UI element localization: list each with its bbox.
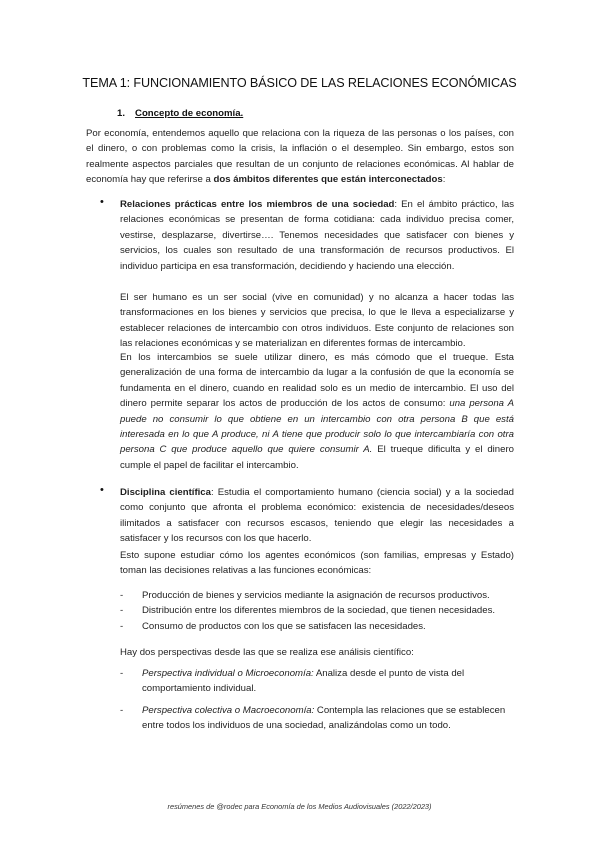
- bullet1-p3-italic: una persona A puede no consumir lo que obtiene en un intercambio con otra persona B que está interesada en lo que A produce, ni A tiene que producir solo lo que intercambiaría con otra persona C que produce aquello que quiere consumir A.: [120, 398, 514, 456]
- dash-marker: -: [120, 704, 124, 716]
- bullet1-paragraph-1: [120, 197, 514, 274]
- bullet1-p1: : En el ámbito práctico, las relaciones económicas se presentan de forma cotidiana: cada individuo precisa comer, vestirse, desplazarse, divertirse…. Tenemos necesidades que satisfacer con bienes y servicios, los cuales son resultado de una transformación de recursos productivos. El individuo participa en esa transformación, decidiendo y haciendo una elección.: [120, 199, 514, 272]
- dash-marker: -: [120, 590, 124, 601]
- bullet2-p1: : Estudia el comportamiento humano (ciencia social) y a la sociedad como conjunto que afronta el problema económico: existencia de necesidades/deseos ilimitados a satisfacer con recursos escasos, teniendo que elegir las necesidades a satisfacer y los recursos con los que hacerlo.: [120, 487, 515, 545]
- bullet1-paragraph-2: El ser humano es un ser social (vive en comunidad) y no alcanza a hacer todas las transformaciones en los bienes y servicios que precisa, lo que le lleva a especializarse y establecer relaciones de intercambio con otros individuos. Este conjunto de relaciones son las relaciones económicas y se materializan en diferentes formas de intercambio.: [120, 292, 514, 350]
- page-title: TEMA 1: FUNCIONAMIENTO BÁSICO DE LAS RELACIONES ECONÓMICAS: [82, 76, 517, 90]
- bullet2-lead: Disciplina científica: [120, 487, 211, 498]
- section-label: Concepto de economía.: [135, 108, 244, 119]
- dash-marker: -: [120, 605, 124, 617]
- macro-label: Perspectiva colectiva o Macroeconomía:: [142, 704, 315, 716]
- page-footer: resúmenes de @rodec para Economía de los Medios Audiovisuales (2022/2023): [167, 802, 432, 811]
- bullet2-paragraph-2: Esto supone estudiar cómo los agentes económicos (son familias, empresas y Estado) toman las decisiones relativas a las funciones económicas:: [120, 550, 514, 577]
- list-item: - Consumo de productos con los que se satisfacen las necesidades.: [120, 619, 514, 634]
- bullet2-paragraph-3: Hay dos perspectivas desde las que se realiza ese análisis científico:: [120, 647, 414, 658]
- micro-label: Perspectiva individual o Microeconomía:: [142, 668, 314, 679]
- list-item: [120, 703, 514, 734]
- list-item: - Producción de bienes y servicios mediante la asignación de recursos productivos.: [120, 588, 514, 603]
- intro-paragraph: [86, 126, 514, 188]
- bullet-icon: •: [100, 196, 104, 208]
- micro-text: Analiza desde el punto de vista del comportamiento individual.: [142, 668, 465, 695]
- list-item: [120, 666, 514, 697]
- dash-marker: -: [120, 620, 124, 632]
- bullet1-paragraph-3: [120, 350, 514, 473]
- dash-marker: -: [120, 668, 124, 679]
- bullet1-lead: Relaciones prácticas entre los miembros de una sociedad: [120, 199, 395, 210]
- bullet-icon: •: [100, 484, 104, 496]
- section-heading: [117, 108, 243, 119]
- bullet2-paragraph-1: [120, 485, 514, 547]
- list-item: - Distribución entre los diferentes miembros de la sociedad, que tienen necesidades.: [120, 603, 514, 618]
- intro-tail: :: [442, 174, 446, 186]
- bullet1-p3b: El trueque dificulta y el dinero cumple el papel de facilitar el intercambio.: [120, 444, 514, 471]
- intro-bold: dos ámbitos diferentes que están interconectados: [213, 174, 443, 186]
- intro-text: Por economía, entendemos aquello que relaciona con la riqueza de las personas o los países, con el dinero, o con problemas como la crisis, la inflación o el desempleo. Sin embargo, estos son realmente aspectos parciales que resultan de un conjunto de relaciones económicas. Al hablar de economía hay que referirse a: [86, 128, 514, 186]
- section-number: 1.: [117, 108, 126, 119]
- perspectives-list: [120, 666, 514, 734]
- bullet1-p3a: En los intercambios se suele utilizar dinero, es más cómodo que el trueque. Esta generalización de una forma de intercambio da lugar a la confusión de que la economía se fundamenta en el dinero, cuando en realidad solo es un medio de intercambio. El uso del dinero permite separar los actos de producción de los actos de consumo:: [120, 352, 514, 410]
- macro-text: Contempla las relaciones que se establecen entre todos los individuos de una sociedad, analizándolas como un todo.: [142, 704, 506, 732]
- economic-functions-list: [120, 588, 514, 634]
